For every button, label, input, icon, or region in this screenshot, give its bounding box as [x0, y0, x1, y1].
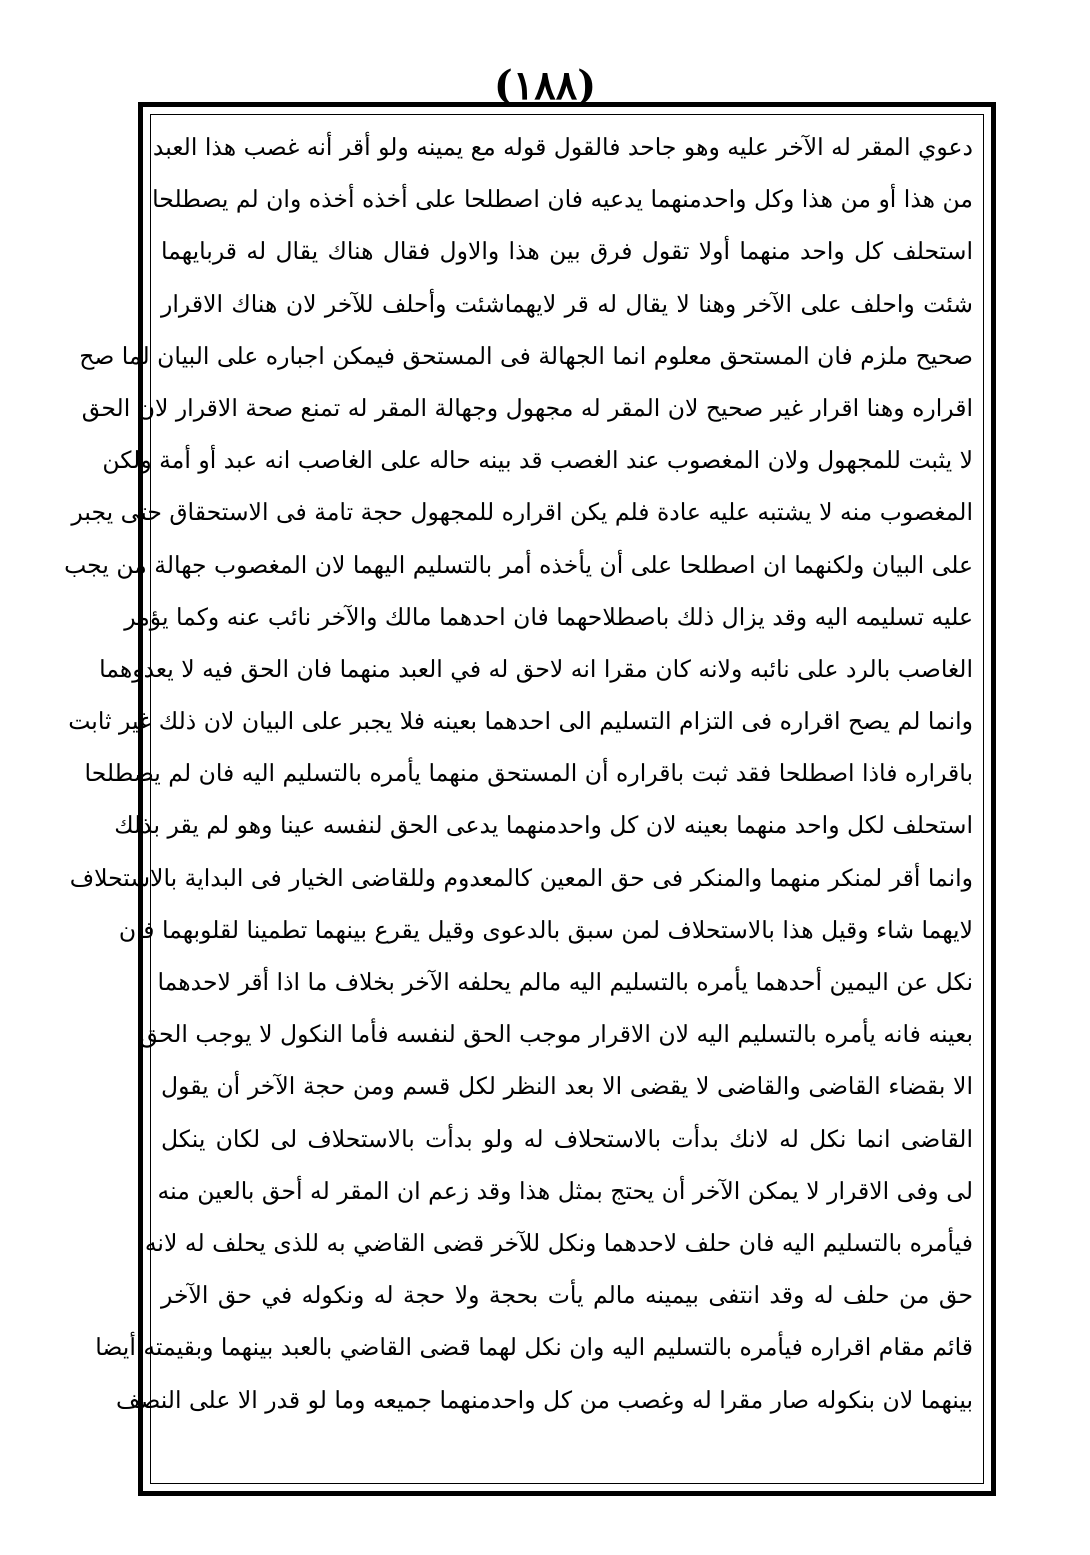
text-line: المغصوب منه لا يشتبه عليه عادة فلم يكن اقراره للمجهول حجة تامة فى الاستحقاق حتى يجبر: [71, 498, 973, 527]
text-line: حق من حلف له وقد انتفى بيمينه مالم يأت بحجة ولا حجة له ونكوله في حق الآخر: [161, 1281, 973, 1310]
text-line: وانما أقر لمنكر منهما والمنكر فى حق المعين كالمعدوم وللقاضى الخيار فى البداية بالاستحلاف: [69, 863, 973, 892]
text-line: لا يثبت للمجهول ولان المغصوب عند الغصب قد بينه حاله على الغاصب انه عبد أو أمة ولكن: [102, 446, 973, 475]
page-number: (١٨٨): [493, 62, 597, 109]
text-line: فيأمره بالتسليم اليه فان حلف لاحدهما ونكل للآخر قضى القاضي به للذى يحلف له لانه: [144, 1228, 973, 1257]
text-line: وانما لم يصح اقراره فى التزام التسليم الى احدهما بعينه فلا يجبر على البيان لان ذلك غير ثابت: [68, 707, 973, 736]
text-body: [64, 121, 973, 1426]
text-line: شئت واحلف على الآخر وهنا لا يقال له قر لايهماشئت وأحلف للآخر لان هناك الاقرار: [161, 289, 973, 318]
text-line: صحيح ملزم فان المستحق معلوم انما الجهالة فى المستحق فيمكن اجباره على البيان لما صح: [79, 341, 973, 370]
text-line: بينهما لان بنكوله صار مقرا له وغصب من كل واحدمنهما جميعه وما لو قدر الا على النصف: [116, 1385, 973, 1414]
text-line: باقراره فاذا اصطلحا فقد ثبت باقراره أن المستحق منهما يأمره بالتسليم اليه فان لم يصطلحا: [84, 759, 973, 788]
text-line: نكل عن اليمين أحدهما يأمره بالتسليم اليه مالم يحلفه الآخر بخلاف ما اذا أقر لاحدهما: [157, 968, 973, 996]
text-line: الا بقضاء القاضى والقاضى لا يقضى الا بعد النظر لكل قسم ومن حجة الآخر أن يقول: [161, 1072, 973, 1101]
text-line: من هذا أو من هذا وكل واحدمنهما يدعيه فان اصطلحا على أخذه أخذه وان لم يصطلحا: [152, 185, 973, 214]
text-line: الغاصب بالرد على نائبه ولانه كان مقرا انه لاحق له في العبد منهما فان الحق فيه لا يعدوهما: [99, 654, 973, 683]
text-line: اقراره وهنا اقرار غير صحيح لان المقر له مجهول وجهالة المقر له تمنع صحة الاقرار لان الحق: [81, 393, 973, 422]
text-line: لايهما شاء وقيل هذا بالاستحلاف لمن سبق بالدعوى وقيل يقرع بينهما تطمينا لقلوبهما فان: [118, 915, 973, 944]
text-line: قائم مقام اقراره فيأمره بالتسليم اليه وان نكل لهما قضى القاضي بالعبد بينهما وبقيمته أيضا: [95, 1333, 973, 1362]
text-line: دعوي المقر له الآخر عليه وهو جاحد فالقول قوله مع يمينه ولو أقر أنه غصب هذا العبد: [152, 133, 973, 161]
text-line: استحلف لكل واحد منهما بعينه لان كل واحدمنهما يدعى الحق لنفسه عينا وهو لم يقر بذلك: [114, 811, 973, 840]
text-line: استحلف كل واحد منهما أولا تقول فرق بين هذا والاول فقال هناك يقال له قربايهما: [161, 237, 973, 266]
text-line: على البيان ولكنهما ان اصطلحا على أن يأخذه أمر بالتسليم اليهما لان المغصوب جهالة من يجب: [64, 550, 973, 579]
text-line: عليه تسليمه اليه وقد يزال ذلك باصطلاحهما فان احدهما مالك والآخر نائب عنه وكما يؤمر: [124, 602, 973, 631]
page-frame: [64, 102, 996, 1496]
text-line: لى وفى الاقرار لا يمكن الآخر أن يحتج بمثل هذا وقد زعم ان المقر له أحق بالعين منه: [157, 1176, 973, 1205]
text-line: القاضى انما نكل له لانك بدأت بالاستحلاف له ولو بدأت بالاستحلاف لى لكان ينكل: [161, 1124, 973, 1153]
text-line: بعينه فانه يأمره بالتسليم اليه لان الاقرار موجب الحق لنفسه فأما النكول لا يوجب الحق: [139, 1020, 973, 1049]
